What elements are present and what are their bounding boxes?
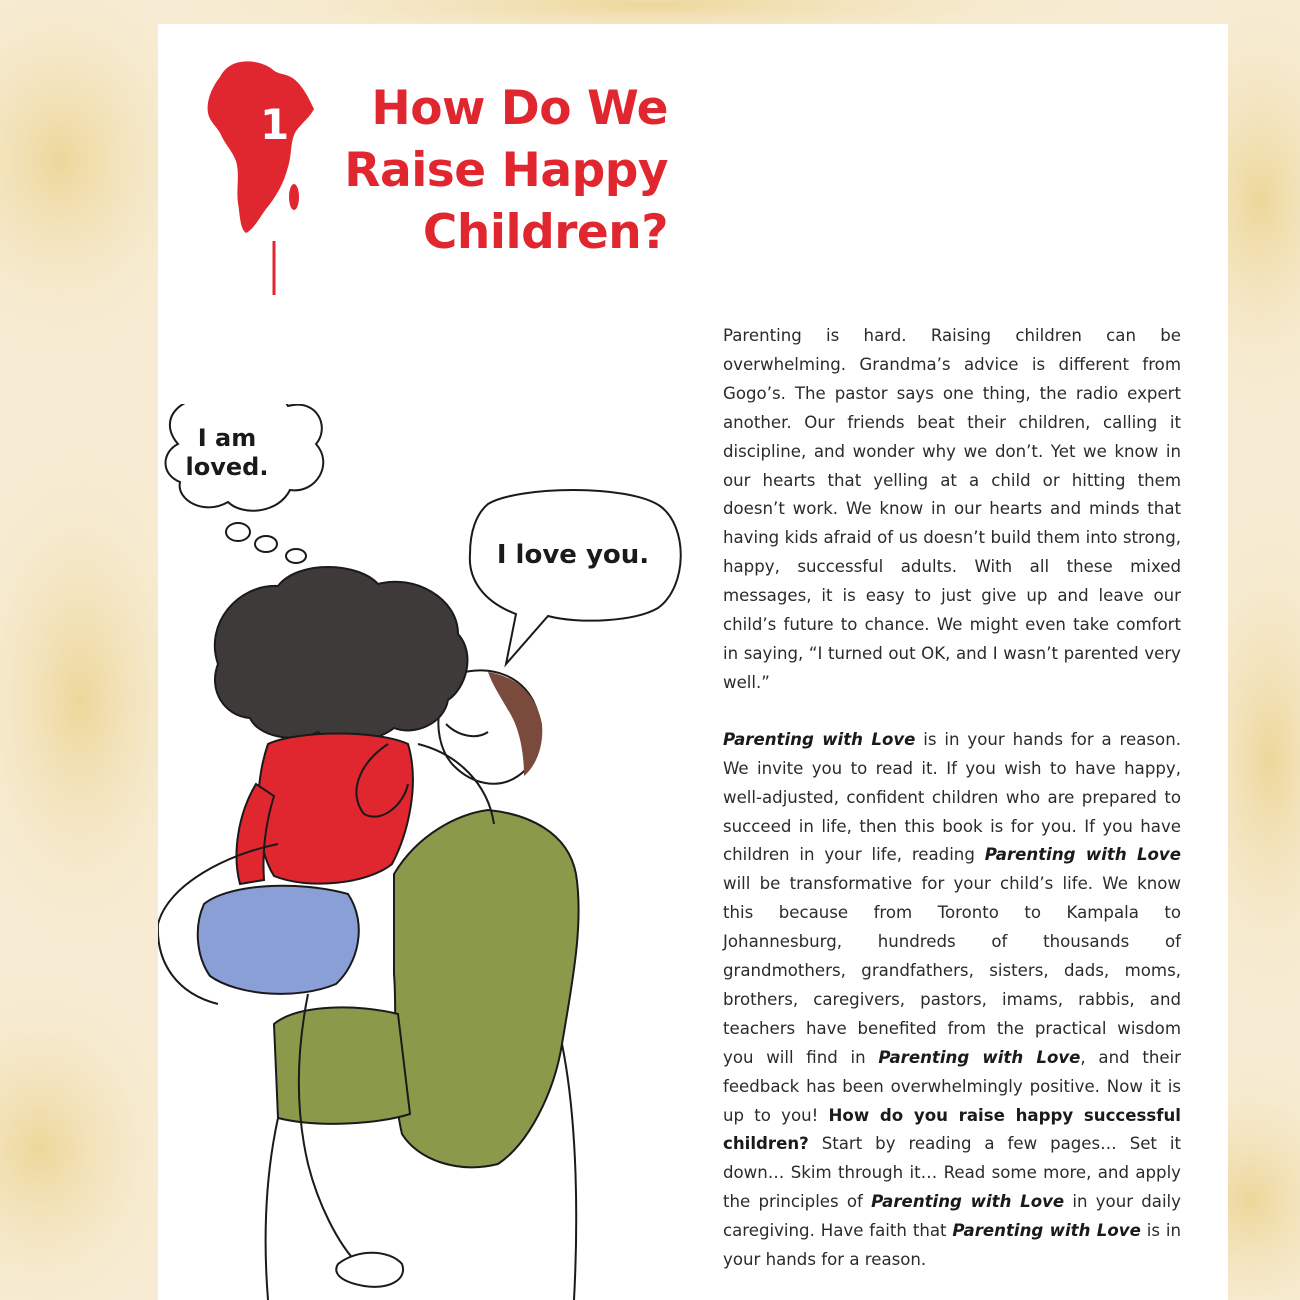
paragraph-2-text: , and their feedback has been overwhelmingly positive. Now it is up to you! <box>723 1047 1181 1125</box>
thought-bubble-text <box>164 424 290 482</box>
book-page <box>158 24 1228 1300</box>
chapter-title <box>308 78 668 264</box>
paragraph-2-text: Start by reading a few pages… Set it down… Skim through it… Read some more, and apply the principles of <box>723 1134 1181 1212</box>
book-title-ref: Parenting with Love <box>723 729 916 749</box>
paragraph-2-text: is in your hands for a reason. We invite you to read it. If you wish to have happy, well-adjusted, confident children who are prepared to succeed in life, then this book is for you. If you have children in your life, reading <box>723 729 1181 865</box>
title-line-2: Raise Happy <box>344 143 668 198</box>
book-title-ref: Parenting with Love <box>878 1047 1081 1067</box>
title-line-1: How Do We <box>371 81 668 136</box>
paragraph-2 <box>705 726 1181 1275</box>
title-line-3: Children? <box>422 205 668 260</box>
thought-line-1: I am <box>197 424 257 452</box>
speech-bubble <box>470 490 681 664</box>
africa-map-icon <box>206 57 316 295</box>
key-question: How do you raise happy successful children? <box>723 1105 1181 1154</box>
thought-line-2: loved. <box>185 453 269 481</box>
body-text <box>705 322 1181 1275</box>
chapter-number: 1 <box>260 100 290 149</box>
book-title-ref: Parenting with Love <box>952 1221 1141 1241</box>
speech-bubble-text: I love you. <box>496 540 650 570</box>
paragraph-2-text: is in your hands for a reason. <box>723 1221 1181 1270</box>
book-title-ref: Parenting with Love <box>984 845 1181 865</box>
book-title-ref: Parenting with Love <box>871 1192 1065 1212</box>
paragraph-2-text: in your daily caregiving. Have faith that <box>723 1192 1181 1241</box>
paragraph-1: Parenting is hard. Raising children can be overwhelming. Grandma’s advice is different from Gogo’s. The pastor says one thing, the radio expert another. Our friends beat their children, calling it discipline, and wonder why we don’t. Yet we know in our hearts that yelling at a child or hitting them doesn’t work. We know in our hearts and minds that having kids afraid of us doesn’t build them into strong, happy, successful adults. With all these mixed messages, it is easy to just give up and leave our child’s future to chance. We might even take comfort in saying, “I turned out OK, and I wasn’t parented very well.” <box>723 326 1181 692</box>
paragraph-2-text: will be transformative for your child’s life. We know this because from Toronto to Kampala to Johannesburg, hundreds of thousands of grandmothers, grandfathers, sisters, dads, moms, brothers, caregivers, pastors, imams, rabbis, and teachers have benefited from the practical wisdom you will find in <box>723 874 1181 1067</box>
parent-child-hug-illustration <box>158 404 758 1300</box>
